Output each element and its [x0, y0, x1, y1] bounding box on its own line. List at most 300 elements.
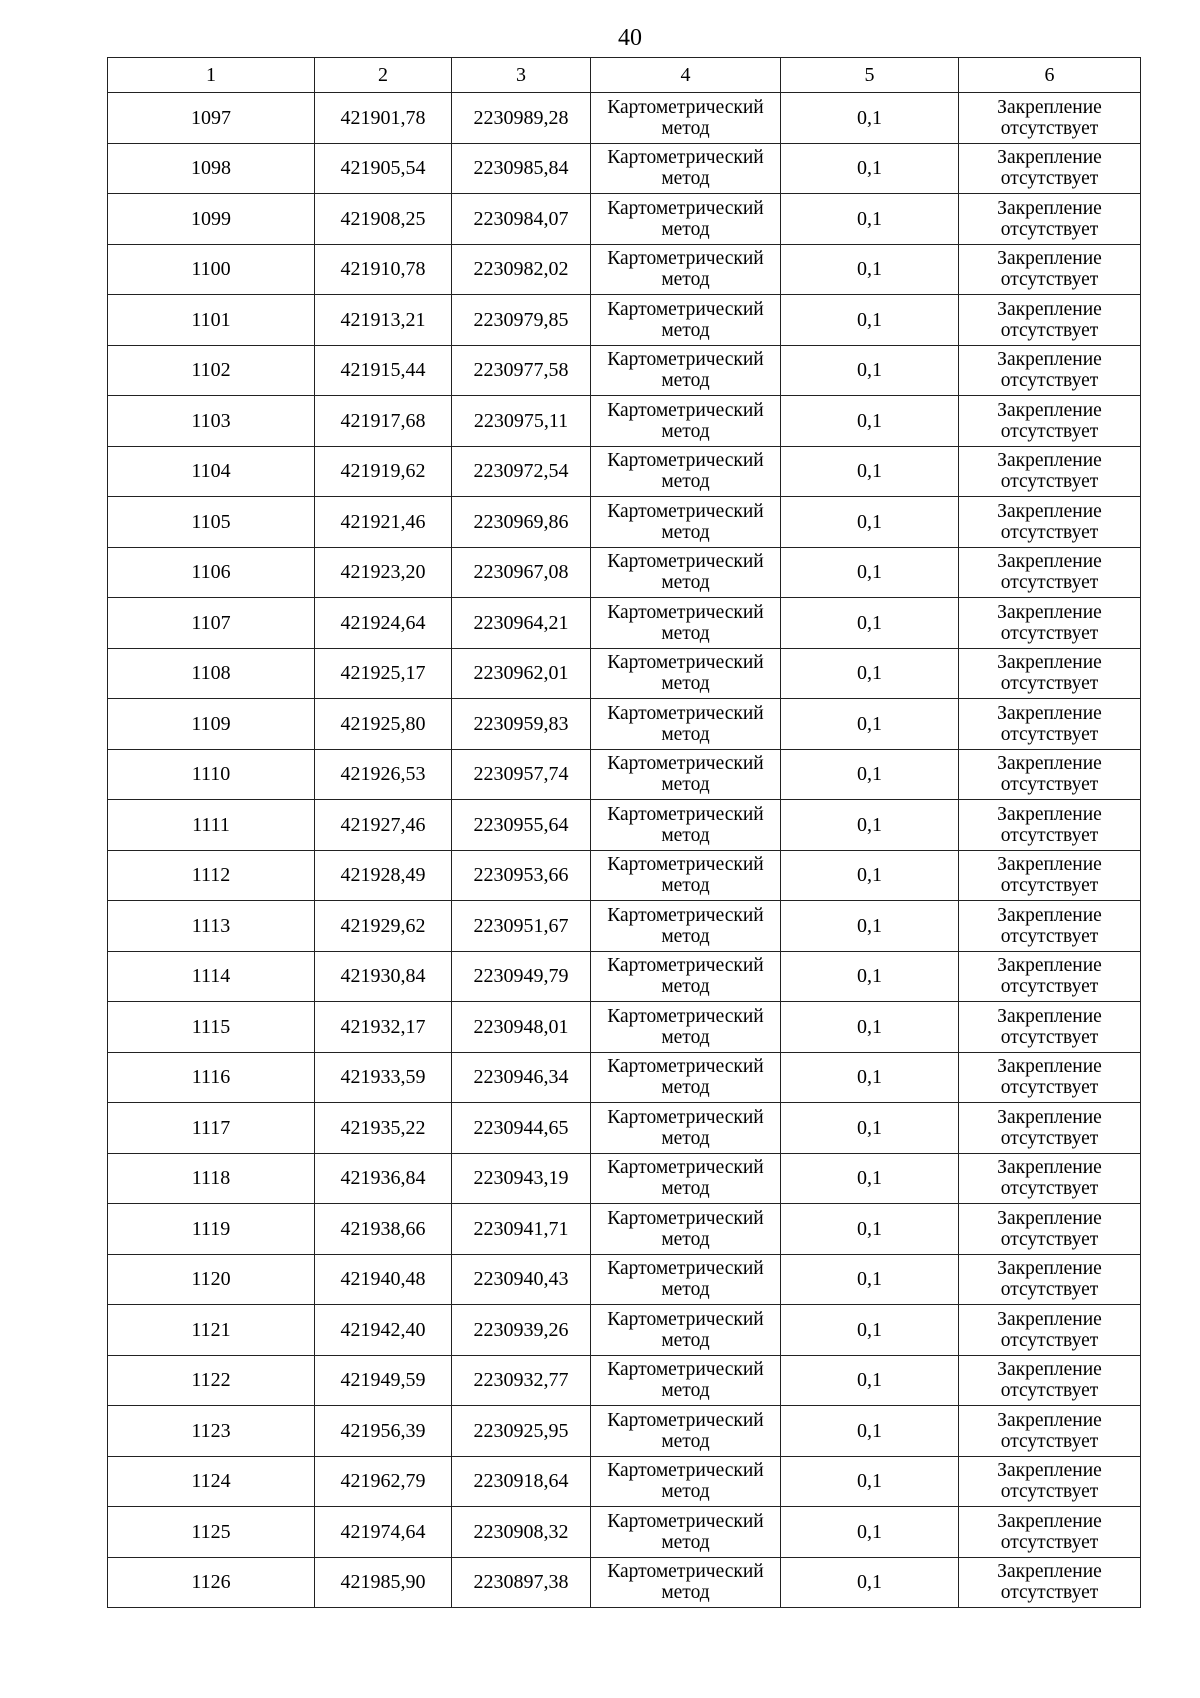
point-number-cell: 1103	[108, 396, 315, 447]
fixing-cell-line1: Закрепление	[997, 1207, 1102, 1229]
header-row	[108, 58, 1141, 93]
method-cell	[591, 1507, 781, 1558]
table-row	[108, 648, 1141, 699]
fixing-cell	[959, 951, 1141, 1002]
method-cell-line2: метод	[661, 1228, 710, 1250]
accuracy-cell: 0,1	[781, 648, 959, 699]
point-number-cell: 1124	[108, 1456, 315, 1507]
method-cell-line2: метод	[661, 673, 710, 695]
x-coordinate-cell: 421905,54	[315, 143, 452, 194]
fixing-cell-line1: Закрепление	[997, 349, 1102, 371]
fixing-cell-line1: Закрепление	[997, 551, 1102, 573]
point-number-cell: 1102	[108, 345, 315, 396]
page-number: 40	[618, 25, 642, 51]
method-cell	[591, 497, 781, 548]
y-coordinate-cell: 2230989,28	[452, 93, 591, 144]
x-coordinate-cell: 421933,59	[315, 1052, 452, 1103]
fixing-cell	[959, 93, 1141, 144]
table-row	[108, 143, 1141, 194]
accuracy-cell: 0,1	[781, 800, 959, 851]
method-cell-line2: метод	[661, 824, 710, 846]
method-cell-line2: метод	[661, 117, 710, 139]
point-number-cell: 1116	[108, 1052, 315, 1103]
point-number-cell: 1107	[108, 598, 315, 649]
method-cell-line2: метод	[661, 168, 710, 190]
fixing-cell-line1: Закрепление	[997, 1056, 1102, 1078]
y-coordinate-cell: 2230918,64	[452, 1456, 591, 1507]
x-coordinate-cell: 421926,53	[315, 749, 452, 800]
fixing-cell-line2: отсутствует	[1000, 622, 1099, 644]
accuracy-cell: 0,1	[781, 598, 959, 649]
fixing-cell-line1: Закрепление	[997, 1005, 1102, 1027]
y-coordinate-cell: 2230979,85	[452, 295, 591, 346]
point-number-cell: 1101	[108, 295, 315, 346]
point-number-cell: 1108	[108, 648, 315, 699]
fixing-cell-line2: отсутствует	[1000, 1329, 1099, 1351]
method-cell	[591, 951, 781, 1002]
table-row	[108, 93, 1141, 144]
fixing-cell-line2: отсутствует	[1000, 1228, 1099, 1250]
method-cell-line2: метод	[661, 420, 710, 442]
method-cell-line1: Картометрический	[607, 1409, 764, 1431]
fixing-cell-line2: отсутствует	[1000, 471, 1099, 493]
y-coordinate-cell: 2230982,02	[452, 244, 591, 295]
point-number-cell: 1114	[108, 951, 315, 1002]
point-number-cell: 1117	[108, 1103, 315, 1154]
method-cell	[591, 446, 781, 497]
x-coordinate-cell: 421925,17	[315, 648, 452, 699]
y-coordinate-cell: 2230977,58	[452, 345, 591, 396]
fixing-cell-line2: отсутствует	[1000, 1077, 1099, 1099]
y-coordinate-cell: 2230972,54	[452, 446, 591, 497]
method-cell	[591, 1052, 781, 1103]
y-coordinate-cell: 2230957,74	[452, 749, 591, 800]
fixing-cell	[959, 1456, 1141, 1507]
table-row	[108, 800, 1141, 851]
method-cell-line1: Картометрический	[607, 854, 764, 876]
fixing-cell-line1: Закрепление	[997, 1561, 1102, 1583]
fixing-cell	[959, 1406, 1141, 1457]
table-row	[108, 1103, 1141, 1154]
fixing-cell-line1: Закрепление	[997, 803, 1102, 825]
method-cell-line2: метод	[661, 1178, 710, 1200]
method-cell-line1: Картометрический	[607, 248, 764, 270]
fixing-cell-line2: отсутствует	[1000, 1531, 1099, 1553]
fixing-cell-line1: Закрепление	[997, 1157, 1102, 1179]
fixing-cell	[959, 244, 1141, 295]
point-number-cell: 1119	[108, 1204, 315, 1255]
point-number-cell: 1097	[108, 93, 315, 144]
method-cell	[591, 93, 781, 144]
fixing-cell-line1: Закрепление	[997, 601, 1102, 623]
method-cell-line1: Картометрический	[607, 450, 764, 472]
fixing-cell-line2: отсутствует	[1000, 925, 1099, 947]
fixing-cell	[959, 143, 1141, 194]
table-row	[108, 1002, 1141, 1053]
y-coordinate-cell: 2230932,77	[452, 1355, 591, 1406]
fixing-cell-line1: Закрепление	[997, 1510, 1102, 1532]
table-row	[108, 749, 1141, 800]
point-number-cell: 1110	[108, 749, 315, 800]
fixing-cell	[959, 1557, 1141, 1608]
accuracy-cell: 0,1	[781, 1507, 959, 1558]
accuracy-cell: 0,1	[781, 1204, 959, 1255]
point-number-cell: 1109	[108, 699, 315, 750]
method-cell-line1: Картометрический	[607, 399, 764, 421]
fixing-cell-line2: отсутствует	[1000, 572, 1099, 594]
method-cell-line2: метод	[661, 1380, 710, 1402]
table-row	[108, 1507, 1141, 1558]
method-cell-line2: метод	[661, 774, 710, 796]
x-coordinate-cell: 421929,62	[315, 901, 452, 952]
accuracy-cell: 0,1	[781, 749, 959, 800]
method-cell	[591, 143, 781, 194]
y-coordinate-cell: 2230985,84	[452, 143, 591, 194]
fixing-cell	[959, 497, 1141, 548]
y-coordinate-cell: 2230946,34	[452, 1052, 591, 1103]
method-cell	[591, 1557, 781, 1608]
fixing-cell-line2: отсутствует	[1000, 1026, 1099, 1048]
method-cell-line1: Картометрический	[607, 1258, 764, 1280]
point-number-cell: 1100	[108, 244, 315, 295]
table-row	[108, 699, 1141, 750]
method-cell-line1: Картометрический	[607, 1308, 764, 1330]
y-coordinate-cell: 2230949,79	[452, 951, 591, 1002]
y-coordinate-cell: 2230975,11	[452, 396, 591, 447]
point-number-cell: 1099	[108, 194, 315, 245]
method-cell	[591, 749, 781, 800]
accuracy-cell: 0,1	[781, 850, 959, 901]
method-cell-line2: метод	[661, 1026, 710, 1048]
accuracy-cell: 0,1	[781, 901, 959, 952]
accuracy-cell: 0,1	[781, 699, 959, 750]
fixing-cell-line1: Закрепление	[997, 1409, 1102, 1431]
method-cell	[591, 194, 781, 245]
method-cell-line2: метод	[661, 1430, 710, 1452]
fixing-cell	[959, 850, 1141, 901]
method-cell-line2: метод	[661, 521, 710, 543]
accuracy-cell: 0,1	[781, 1002, 959, 1053]
method-cell	[591, 850, 781, 901]
fixing-cell-line2: отсутствует	[1000, 1582, 1099, 1604]
header-col-2: 2	[315, 58, 452, 93]
x-coordinate-cell: 421930,84	[315, 951, 452, 1002]
header-col-4: 4	[591, 58, 781, 93]
method-cell-line1: Картометрический	[607, 96, 764, 118]
fixing-cell-line2: отсутствует	[1000, 420, 1099, 442]
y-coordinate-cell: 2230964,21	[452, 598, 591, 649]
fixing-cell-line1: Закрепление	[997, 1258, 1102, 1280]
fixing-cell	[959, 901, 1141, 952]
method-cell-line1: Картометрический	[607, 652, 764, 674]
method-cell-line2: метод	[661, 1279, 710, 1301]
method-cell-line1: Картометрический	[607, 1359, 764, 1381]
point-number-cell: 1098	[108, 143, 315, 194]
accuracy-cell: 0,1	[781, 1557, 959, 1608]
x-coordinate-cell: 421928,49	[315, 850, 452, 901]
fixing-cell	[959, 800, 1141, 851]
method-cell	[591, 1406, 781, 1457]
table-row	[108, 1456, 1141, 1507]
method-cell	[591, 598, 781, 649]
method-cell	[591, 1103, 781, 1154]
x-coordinate-cell: 421938,66	[315, 1204, 452, 1255]
x-coordinate-cell: 421927,46	[315, 800, 452, 851]
x-coordinate-cell: 421932,17	[315, 1002, 452, 1053]
table-row	[108, 1254, 1141, 1305]
fixing-cell-line2: отсутствует	[1000, 976, 1099, 998]
fixing-cell-line1: Закрепление	[997, 955, 1102, 977]
point-number-cell: 1112	[108, 850, 315, 901]
accuracy-cell: 0,1	[781, 1153, 959, 1204]
y-coordinate-cell: 2230908,32	[452, 1507, 591, 1558]
method-cell	[591, 1002, 781, 1053]
point-number-cell: 1115	[108, 1002, 315, 1053]
method-cell-line2: метод	[661, 1329, 710, 1351]
fixing-cell-line2: отсутствует	[1000, 370, 1099, 392]
table-row	[108, 295, 1141, 346]
x-coordinate-cell: 421974,64	[315, 1507, 452, 1558]
point-number-cell: 1105	[108, 497, 315, 548]
table-row	[108, 345, 1141, 396]
fixing-cell-line1: Закрепление	[997, 96, 1102, 118]
fixing-cell	[959, 1002, 1141, 1053]
fixing-cell-line2: отсутствует	[1000, 218, 1099, 240]
fixing-cell	[959, 749, 1141, 800]
x-coordinate-cell: 421925,80	[315, 699, 452, 750]
fixing-cell	[959, 598, 1141, 649]
accuracy-cell: 0,1	[781, 1103, 959, 1154]
x-coordinate-cell: 421908,25	[315, 194, 452, 245]
method-cell-line1: Картометрический	[607, 1510, 764, 1532]
point-number-cell: 1126	[108, 1557, 315, 1608]
y-coordinate-cell: 2230944,65	[452, 1103, 591, 1154]
method-cell-line2: метод	[661, 875, 710, 897]
table-body	[108, 93, 1141, 1608]
method-cell-line2: метод	[661, 1127, 710, 1149]
accuracy-cell: 0,1	[781, 1305, 959, 1356]
fixing-cell-line1: Закрепление	[997, 702, 1102, 724]
fixing-cell	[959, 446, 1141, 497]
fixing-cell	[959, 1153, 1141, 1204]
y-coordinate-cell: 2230962,01	[452, 648, 591, 699]
method-cell	[591, 1355, 781, 1406]
fixing-cell-line2: отсутствует	[1000, 824, 1099, 846]
fixing-cell-line1: Закрепление	[997, 1359, 1102, 1381]
point-number-cell: 1106	[108, 547, 315, 598]
header-col-1: 1	[108, 58, 315, 93]
x-coordinate-cell: 421921,46	[315, 497, 452, 548]
point-number-cell: 1122	[108, 1355, 315, 1406]
table-row	[108, 1153, 1141, 1204]
accuracy-cell: 0,1	[781, 345, 959, 396]
method-cell-line1: Картометрический	[607, 298, 764, 320]
method-cell	[591, 1254, 781, 1305]
table-row	[108, 901, 1141, 952]
accuracy-cell: 0,1	[781, 396, 959, 447]
y-coordinate-cell: 2230955,64	[452, 800, 591, 851]
accuracy-cell: 0,1	[781, 1355, 959, 1406]
table-row	[108, 1052, 1141, 1103]
method-cell-line1: Картометрический	[607, 1005, 764, 1027]
fixing-cell-line2: отсутствует	[1000, 168, 1099, 190]
fixing-cell-line2: отсутствует	[1000, 723, 1099, 745]
method-cell-line2: метод	[661, 925, 710, 947]
method-cell	[591, 648, 781, 699]
method-cell-line1: Картометрический	[607, 1106, 764, 1128]
y-coordinate-cell: 2230959,83	[452, 699, 591, 750]
accuracy-cell: 0,1	[781, 547, 959, 598]
fixing-cell	[959, 1305, 1141, 1356]
x-coordinate-cell: 421962,79	[315, 1456, 452, 1507]
fixing-cell	[959, 648, 1141, 699]
fixing-cell-line2: отсутствует	[1000, 1279, 1099, 1301]
method-cell-line2: метод	[661, 218, 710, 240]
x-coordinate-cell: 421985,90	[315, 1557, 452, 1608]
y-coordinate-cell: 2230897,38	[452, 1557, 591, 1608]
accuracy-cell: 0,1	[781, 295, 959, 346]
fixing-cell-line1: Закрепление	[997, 854, 1102, 876]
method-cell-line1: Картометрический	[607, 349, 764, 371]
x-coordinate-cell: 421901,78	[315, 93, 452, 144]
y-coordinate-cell: 2230943,19	[452, 1153, 591, 1204]
y-coordinate-cell: 2230941,71	[452, 1204, 591, 1255]
method-cell-line2: метод	[661, 976, 710, 998]
fixing-cell-line2: отсутствует	[1000, 1127, 1099, 1149]
fixing-cell-line1: Закрепление	[997, 500, 1102, 522]
x-coordinate-cell: 421940,48	[315, 1254, 452, 1305]
x-coordinate-cell: 421935,22	[315, 1103, 452, 1154]
fixing-cell	[959, 295, 1141, 346]
method-cell-line2: метод	[661, 319, 710, 341]
fixing-cell	[959, 1254, 1141, 1305]
method-cell	[591, 1456, 781, 1507]
x-coordinate-cell: 421936,84	[315, 1153, 452, 1204]
table-row	[108, 1406, 1141, 1457]
table-row	[108, 497, 1141, 548]
point-number-cell: 1120	[108, 1254, 315, 1305]
accuracy-cell: 0,1	[781, 446, 959, 497]
method-cell-line1: Картометрический	[607, 147, 764, 169]
y-coordinate-cell: 2230940,43	[452, 1254, 591, 1305]
x-coordinate-cell: 421942,40	[315, 1305, 452, 1356]
header-col-6: 6	[959, 58, 1141, 93]
x-coordinate-cell: 421923,20	[315, 547, 452, 598]
table-row	[108, 1355, 1141, 1406]
method-cell-line2: метод	[661, 1582, 710, 1604]
y-coordinate-cell: 2230925,95	[452, 1406, 591, 1457]
method-cell-line1: Картометрический	[607, 601, 764, 623]
y-coordinate-cell: 2230948,01	[452, 1002, 591, 1053]
method-cell	[591, 1204, 781, 1255]
point-number-cell: 1104	[108, 446, 315, 497]
method-cell	[591, 800, 781, 851]
method-cell-line1: Картометрический	[607, 1157, 764, 1179]
fixing-cell	[959, 1204, 1141, 1255]
fixing-cell-line2: отсутствует	[1000, 774, 1099, 796]
coordinates-table	[107, 57, 1141, 1608]
table-row	[108, 598, 1141, 649]
fixing-cell-line1: Закрепление	[997, 652, 1102, 674]
fixing-cell-line1: Закрепление	[997, 450, 1102, 472]
fixing-cell-line2: отсутствует	[1000, 1178, 1099, 1200]
fixing-cell	[959, 1052, 1141, 1103]
y-coordinate-cell: 2230967,08	[452, 547, 591, 598]
method-cell-line1: Картометрический	[607, 1207, 764, 1229]
method-cell-line1: Картометрический	[607, 702, 764, 724]
method-cell-line1: Картометрический	[607, 197, 764, 219]
fixing-cell	[959, 194, 1141, 245]
fixing-cell-line1: Закрепление	[997, 904, 1102, 926]
accuracy-cell: 0,1	[781, 1406, 959, 1457]
accuracy-cell: 0,1	[781, 1052, 959, 1103]
accuracy-cell: 0,1	[781, 951, 959, 1002]
x-coordinate-cell: 421913,21	[315, 295, 452, 346]
fixing-cell-line1: Закрепление	[997, 753, 1102, 775]
x-coordinate-cell: 421915,44	[315, 345, 452, 396]
point-number-cell: 1121	[108, 1305, 315, 1356]
fixing-cell-line1: Закрепление	[997, 1308, 1102, 1330]
method-cell-line2: метод	[661, 1481, 710, 1503]
accuracy-cell: 0,1	[781, 1254, 959, 1305]
fixing-cell-line2: отсутствует	[1000, 1380, 1099, 1402]
y-coordinate-cell: 2230939,26	[452, 1305, 591, 1356]
y-coordinate-cell: 2230969,86	[452, 497, 591, 548]
method-cell-line1: Картометрический	[607, 551, 764, 573]
accuracy-cell: 0,1	[781, 143, 959, 194]
method-cell-line2: метод	[661, 723, 710, 745]
method-cell	[591, 345, 781, 396]
fixing-cell-line1: Закрепление	[997, 197, 1102, 219]
fixing-cell-line2: отсутствует	[1000, 1430, 1099, 1452]
method-cell	[591, 295, 781, 346]
fixing-cell-line2: отсутствует	[1000, 875, 1099, 897]
header-col-3: 3	[452, 58, 591, 93]
table-row	[108, 396, 1141, 447]
table-row	[108, 1557, 1141, 1608]
fixing-cell	[959, 396, 1141, 447]
x-coordinate-cell: 421924,64	[315, 598, 452, 649]
method-cell-line2: метод	[661, 1531, 710, 1553]
y-coordinate-cell: 2230951,67	[452, 901, 591, 952]
method-cell-line1: Картометрический	[607, 1561, 764, 1583]
method-cell-line2: метод	[661, 572, 710, 594]
x-coordinate-cell: 421956,39	[315, 1406, 452, 1457]
method-cell-line2: метод	[661, 1077, 710, 1099]
table-row	[108, 1305, 1141, 1356]
accuracy-cell: 0,1	[781, 244, 959, 295]
method-cell	[591, 699, 781, 750]
method-cell	[591, 901, 781, 952]
table-row	[108, 194, 1141, 245]
fixing-cell-line1: Закрепление	[997, 1106, 1102, 1128]
fixing-cell-line1: Закрепление	[997, 399, 1102, 421]
method-cell-line2: метод	[661, 269, 710, 291]
fixing-cell	[959, 1103, 1141, 1154]
table-row	[108, 951, 1141, 1002]
point-number-cell: 1118	[108, 1153, 315, 1204]
fixing-cell	[959, 345, 1141, 396]
x-coordinate-cell: 421910,78	[315, 244, 452, 295]
method-cell-line1: Картометрический	[607, 1056, 764, 1078]
point-number-cell: 1125	[108, 1507, 315, 1558]
method-cell	[591, 1305, 781, 1356]
accuracy-cell: 0,1	[781, 1456, 959, 1507]
method-cell	[591, 244, 781, 295]
accuracy-cell: 0,1	[781, 497, 959, 548]
table-row	[108, 244, 1141, 295]
point-number-cell: 1113	[108, 901, 315, 952]
